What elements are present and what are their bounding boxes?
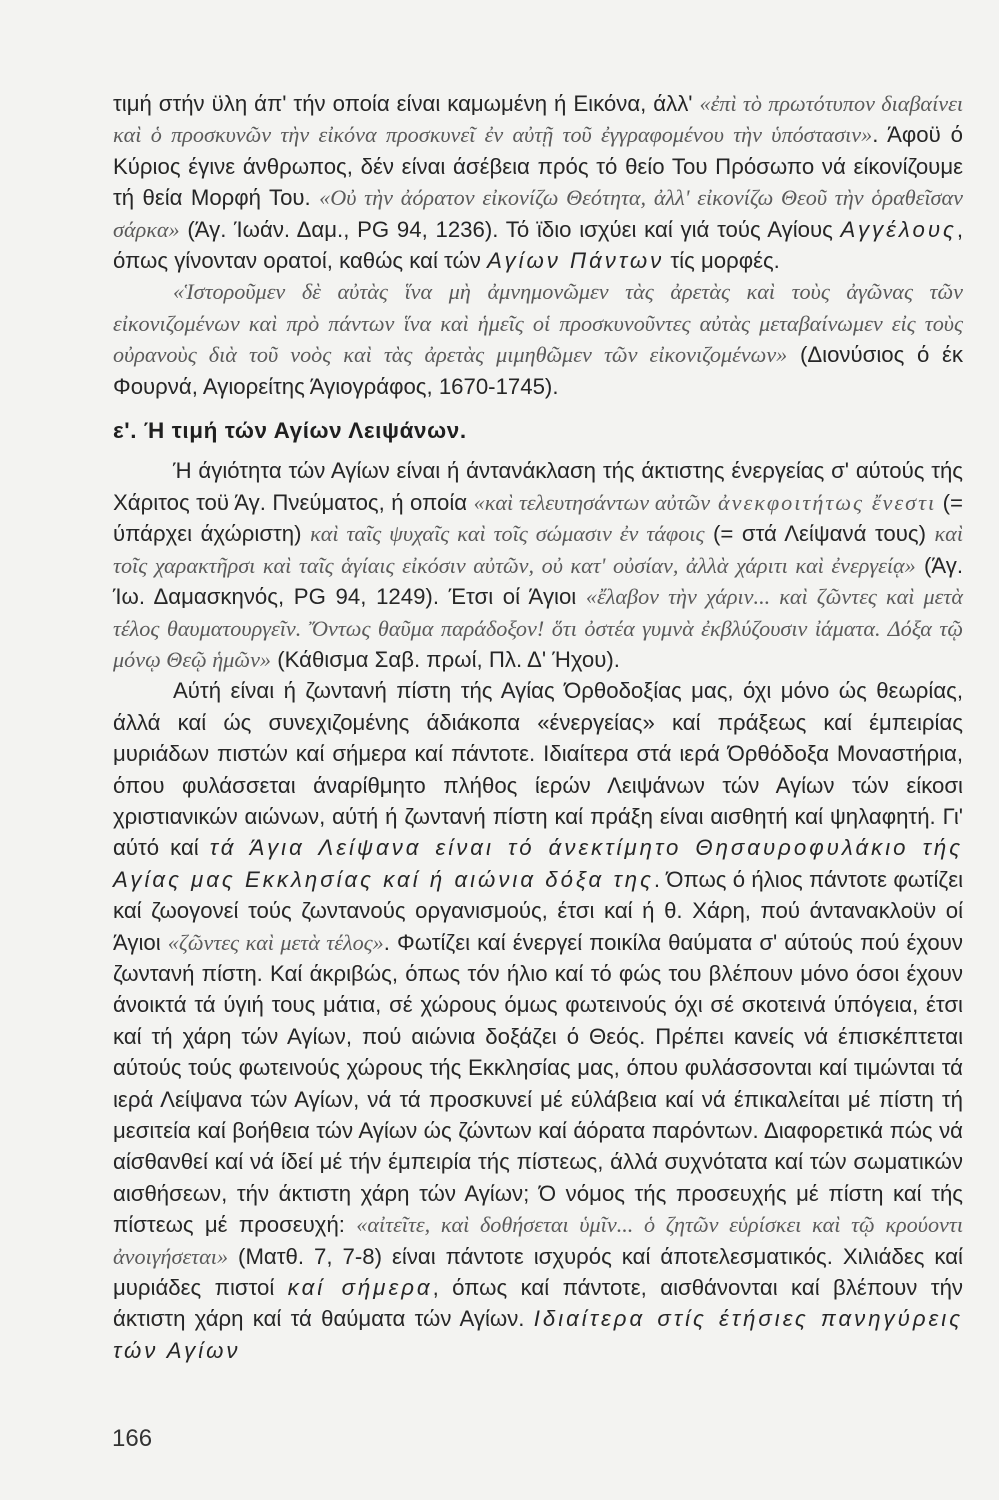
emphasis: καί σήμερα	[287, 1275, 433, 1301]
paragraph-1	[113, 88, 963, 276]
text-run: (Άγ. Ίωάν. Δαμ., PG 94, 1236). Τό ϊδιο ισχύει καί γιά τούς Αγίους	[179, 216, 841, 242]
emphasis: Αγγέλους	[840, 216, 957, 242]
text-run: , όπως καί πάντοτε, αισθάνονται καί βλέπουν τήν άκτιστη χάρη καί τά θαύματα τών Αγίων.	[113, 1275, 963, 1332]
text-run: τίς μορφές.	[664, 248, 780, 274]
emphasis: Ιδιαίτερα στίς έτήσιες πανηγύρεις τών Αγίων	[113, 1306, 964, 1363]
paragraph-3	[113, 455, 963, 675]
text-run: τιμή στήν ϋλη άπ' τήν οποία είναι καμωμένη ή Εικόνα, άλλ'	[113, 91, 700, 116]
text-run: . Φωτίζει καί ένεργεί ποικίλα θαύματα σ' αύτούς πού έχουν ζωντανή πίστη. Καί άκριβώς, όπως τόν ήλιο καί τό φώς του βλέπουν μόνο όσοι έχουν άνοικτά τά ύγιή τους μάτια, σέ χώρους όμως φωτεινούς όχι σέ σκοτεινά ύπόγεια, έτσι καί τή χάρη τών Αγίων, πού αιώνια δοξάζει ό Θεός. Πρέπει κανείς νά έπισκέπτεται αύτούς τούς φωτεινούς χώρους τής Εκκλησίας μας, όπου φυλάσσονται καί τιμώνται τά ιερά Λείψανα τών Αγίων, νά τά προσκυνεί μέ εύλάβεια καί νά έπικαλείται μέ πίστη τή μεσιτεία καί βοήθεια τών Αγίων ώς ζώντων καί άόρατα παρόντων. Διαφορετικά πώς νά αίσθανθεί καί νά ίδεί μέ τήν έμπειρία τής πίστεως, άλλά συχνότατα καί τών σωματικών αισθήσεων, τήν άκτιστη χάρη τών Αγίων; Ό νόμος τής προσευχής μέ πίστη καί τής πίστεως μέ προσευχή:	[113, 929, 964, 1238]
paragraph-4	[113, 675, 963, 1366]
text-run: Ή άγιότητα τών Αγίων είναι ή άντανάκλαση τής άκτιστης ένεργείας σ' αύτούς τής Χάριτος τοϋ Άγ. Πνεύματος, ή οποία	[113, 458, 963, 515]
quotation: καὶ ταῖς ψυχαῖς καὶ τοῖς σώμασιν ἐν τάφοις	[310, 521, 705, 547]
text-run: . Άφοϋ ό Κύριος έγινε άνθρωπος, δέν είναι άσέβεια πρός τό θείο Του Πρόσωπο νά είκονίζουμε τή θεία Μορφή Του.	[113, 122, 963, 211]
main-text	[113, 88, 963, 1366]
text-run: (Άγ. Ίω. Δαμασκηνός, PG 94, 1249). Έτσι οί Άγιοι	[113, 552, 963, 610]
paragraph-2	[113, 276, 963, 402]
text-run: (= στά Λείψανά τους)	[704, 521, 935, 547]
text-run: (Ματθ. 7, 7-8) είναι πάντοτε ισχυρός καί άποτελεσματικός. Χιλιάδες καί μυριάδες πιστοί	[113, 1243, 963, 1301]
text-run: (Κάθισμα Σαβ. πρωί, Πλ. Δ' Ήχου).	[271, 646, 620, 672]
quotation: «καὶ τελευτησάντων αὐτῶν	[473, 489, 711, 515]
page-number: 166	[112, 1425, 153, 1452]
emphasis: τά Άγια Λείψανα είναι τό άνεκτίμητο Θησαυροφυλάκιο τής Αγίας μας Εκκλησίας καί ή αιώνια δόξα της	[113, 835, 963, 892]
quotation: «ἔλαβον τὴν χάριν... καὶ ζῶντες καὶ μετὰ τέλος θαυματουργεῖν. Ὄντως θαῦμα παράδοξον! ὅτι ὀστέα γυμνὰ ἐκβλύζουσιν ἰάματα. Δόξα τῷ μόνῳ Θεῷ ἡμῶν»	[113, 584, 963, 672]
text-run: (Διονύσιος ό έκ Φουρνά, Αγιορείτης Άγιογράφος, 1670-1745).	[113, 342, 963, 399]
text-run: Αύτή είναι ή ζωντανή πίστη τής Αγίας Όρθοδοξίας μας, όχι μόνο ώς θεωρίας, άλλά καί ώς συνεχιζομένης άδιάκοπα «ένεργείας» καί πράξεως καί έμπειρίας μυριάδων πιστών καί σήμερα καί πάντοτε. Ιδιαίτερα στά ιερά Όρθόδοξα Μοναστήρια, όπου φυλάσσεται άναρίθμητο πλήθος ίερών Λειψάνων τών Αγίων τών είκοσι χριστιανικών αιώνων, αύτή ή ζωντανή πίστη καί πράξη είναι αισθητή καί ψηλαφητή. Γι' αύτό καί	[113, 678, 963, 861]
quotation: «ἐπὶ τὸ πρωτότυπον διαβαίνει καὶ ὁ προσκυνῶν τὴν εἰκόνα προσκυνεῖ ἐν αὐτῇ τοῦ ἐγγραφομένου τὴν ὑπόστασιν»	[113, 91, 963, 148]
text-run: (= ύπάρχει άχώριστη)	[113, 489, 964, 547]
quotation: καὶ τοῖς χαρακτῆρσι καὶ ταῖς ἁγίαις εἰκόσιν αὐτῶν, οὐ κατ' οὐσίαν, ἀλλὰ χάριτι καὶ ἐνεργείᾳ»	[113, 521, 963, 578]
quotation: «Οὐ τὴν ἀόρατον εἰκονίζω Θεότητα, ἀλλ' εἰκονίζω Θεοῦ τὴν ὁραθεῖσαν σάρκα»	[113, 185, 963, 242]
text-run: . Όπως ό ήλιος πάντοτε φωτίζει καί ζωογονεί τούς ζωντανούς οργανισμούς, έτσι καί ή θ. Χάρη, πού άντανακλοϋν οί Άγιοι	[113, 866, 964, 955]
section-heading: ε'. Ή τιμή τών Αγίων Λειψάνων.	[113, 418, 467, 444]
text-run: , όπως γίνονταν ορατοί, καθώς καί τών	[113, 216, 963, 274]
emphasis: Αγίων Πάντων	[487, 248, 665, 274]
quotation: «Ἱστοροῦμεν δὲ αὐτὰς ἵνα μὴ ἀμνημονῶμεν τὰς ἀρετὰς καὶ τοὺς ἀγῶνας τῶν εἰκονιζομένων καὶ πρὸ πάντων ἵνα καὶ ἡμεῖς οἱ προσκυνοῦντες αὐτὰς μεταβαίνωμεν εἰς τοὺς οὐρανοὺς διὰ τοῦ νοὸς καὶ τὰς ἀρετὰς μιμηθῶμεν τῶν εἰκονιζομένων»	[113, 279, 963, 368]
quotation: «αἰτεῖτε, καὶ δοθήσεται ὑμῖν... ὁ ζητῶν εὑρίσκει καὶ τῷ κρούοντι ἀνοιγήσεται»	[113, 1212, 963, 1269]
quotation: ἀνεκφοιτήτως ἔνεστι	[710, 489, 937, 515]
quotation: «ζῶντες καὶ μετὰ τέλος»	[167, 929, 384, 955]
